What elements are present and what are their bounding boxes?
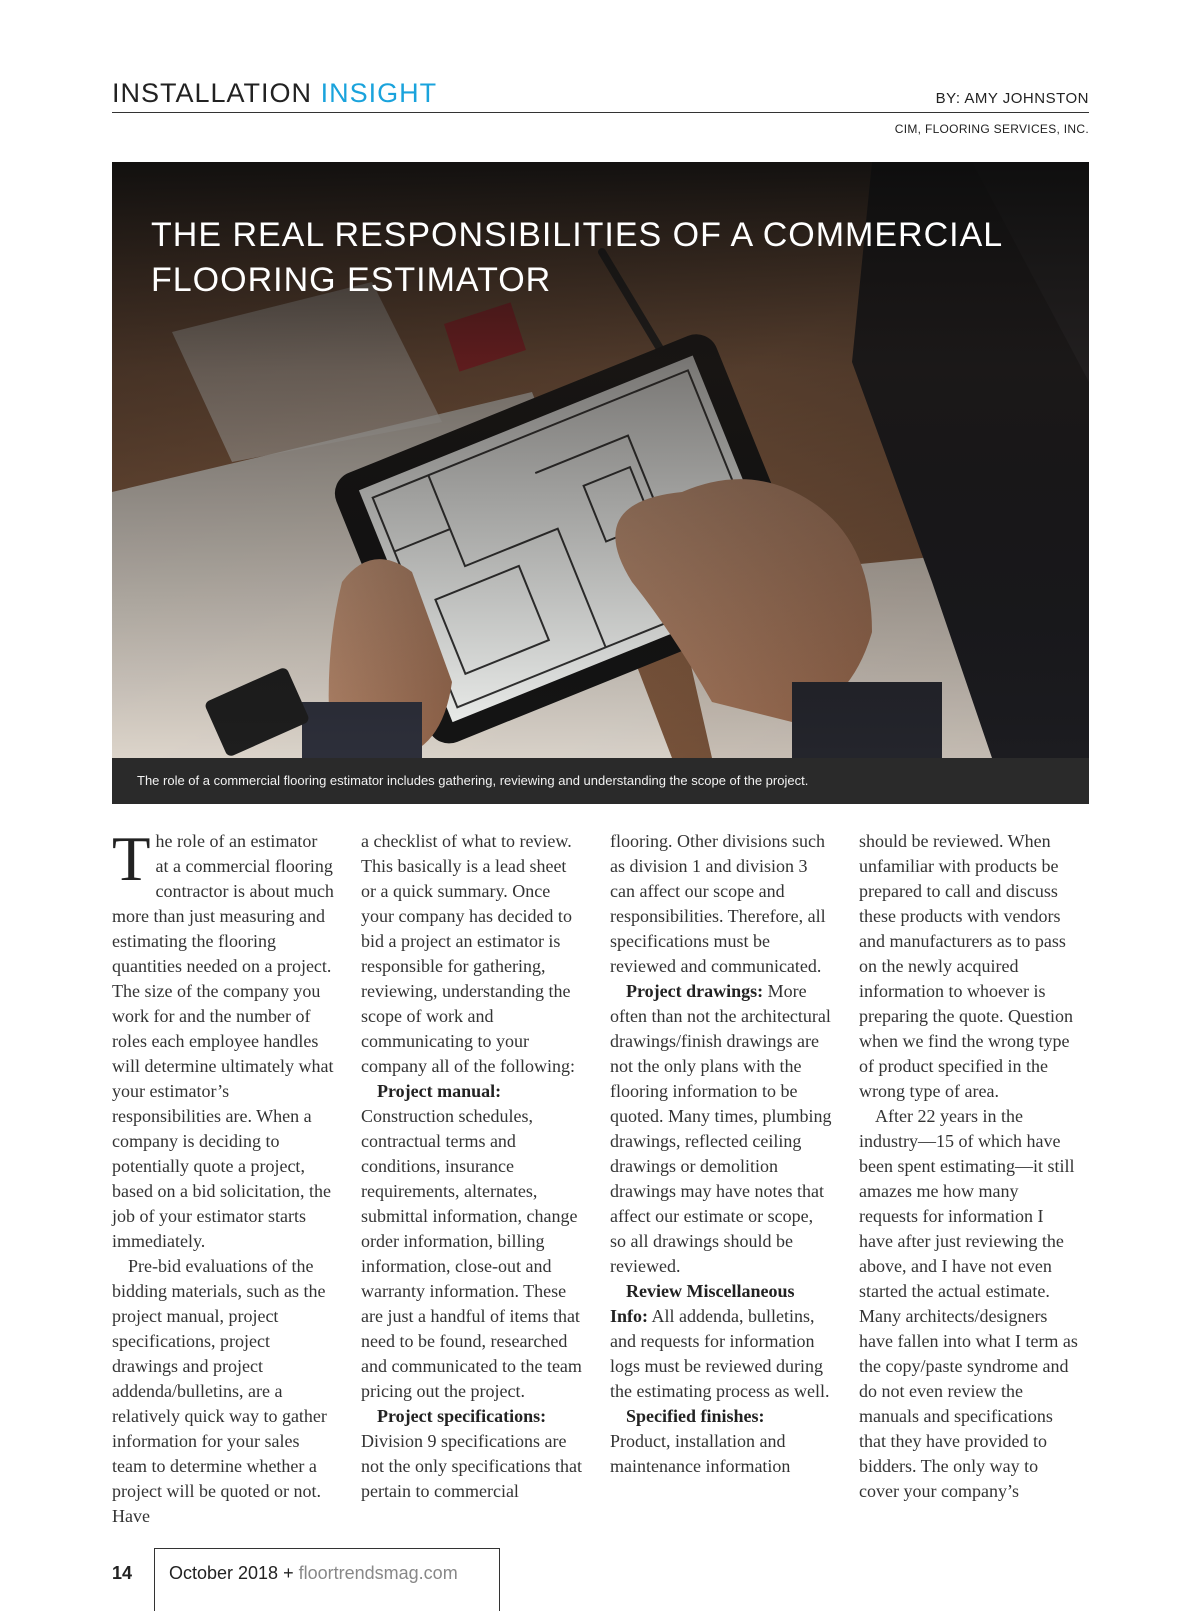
paragraph: a checklist of what to review. This basically is a lead sheet or a quick summary. Once your company has decided to bid a project an estimator is responsible for gathering, reviewing, understanding the scope of work and communicating to your company all of the following:: [361, 831, 575, 1076]
paragraph: should be reviewed. When unfamiliar with products be prepared to call and discuss these products with vendors and manufacturers as to pass on the newly acquired information to whoever is preparing the quote. Question when we find the wrong type of product specified in the wrong type of area.: [859, 831, 1073, 1101]
paragraph-text: he role of an estimator at a commercial flooring contractor is about much more than just measuring and estimating the flooring quantities needed on a project. The size of the company you work for and the number of roles each employee handles will determine ultimately what your estimator’s responsibilities are. When a company is deciding to potentially quote a project, based on a bid solicitation, the job of your estimator starts immediately.: [112, 831, 334, 1251]
hero-image: [112, 162, 1089, 758]
footer-box: [154, 1548, 500, 1611]
image-caption: The role of a commercial flooring estimator includes gathering, reviewing and understanding the scope of the project.: [137, 773, 809, 788]
byline: BY: AMY JOHNSTON: [935, 90, 1089, 107]
subhead: [610, 1404, 832, 1429]
section-label-accent: INSIGHT: [320, 78, 438, 108]
author-affiliation: CIM, FLOORING SERVICES, INC.: [894, 122, 1089, 136]
subhead-project-specifications: Project specifications:: [377, 1406, 547, 1426]
article-column-2: [361, 829, 583, 1504]
page-number: 14: [112, 1563, 133, 1583]
subhead-specified-finishes: Specified finishes:: [626, 1406, 765, 1426]
article-column-1: [112, 824, 334, 1529]
paragraph-text: More often than not the architectural drawings/finish drawings are not the only plans with the flooring information to be quoted. Many times, plumbing drawings, reflected ceiling drawings or demolition drawings may have notes that affect our estimate or scope, so all drawings should be reviewed.: [610, 981, 832, 1276]
page-footer: [112, 1548, 512, 1610]
drop-cap: T: [112, 824, 151, 894]
subhead-project-manual: Project manual:: [377, 1081, 502, 1101]
paragraph: Division 9 specifications are not the only specifications that pertain to commercial: [361, 1431, 582, 1501]
website-link[interactable]: floortrendsmag.com: [298, 1563, 458, 1583]
paragraph: Pre-bid evaluations of the bidding materials, such as the project manual, project specifications, project drawings and project addenda/bulletins, are a relatively quick way to gather information for your sales team to determine whether a project will be quoted or not. Have: [112, 1256, 327, 1526]
issue-date: October 2018: [169, 1563, 279, 1583]
paragraph-text: All addenda, bulletins, and requests for information logs must be reviewed during the estimating process as well.: [610, 1306, 830, 1401]
subhead-project-drawings: Project drawings:: [626, 981, 764, 1001]
section-label-main: INSTALLATION: [112, 78, 313, 108]
paragraph: [610, 1279, 832, 1404]
caption-bar: [112, 758, 1089, 804]
subhead: [361, 1079, 583, 1104]
article-column-4: [859, 829, 1081, 1504]
footer-text: [169, 1563, 458, 1584]
subhead-review-misc-info: Review Miscellaneous Info:: [610, 1281, 795, 1326]
section-label: [112, 78, 437, 109]
paragraph: [610, 979, 832, 1279]
paragraph: After 22 years in the industry—15 of which have been spent estimating—it still amazes me how many requests for information I have after just reviewing the above, and I have not even started the actual estimate. Many architects/designers have fallen into what I term as the copy/paste syndrome and do not even review the manuals and specifications that they have provided to bidders. The only way to cover your company’s: [859, 1106, 1078, 1501]
paragraph: Product, installation and maintenance information: [610, 1431, 791, 1476]
article-column-3: [610, 829, 832, 1479]
paragraph: Construction schedules, contractual terms and conditions, insurance requirements, alternates, submittal information, change order information, billing information, close-out and warranty information. These are just a handful of items that need to be found, researched and communicated to the team pricing out the project.: [361, 1106, 582, 1401]
article-body: [112, 824, 1089, 1526]
article-title-line-1: THE REAL RESPONSIBILITIES OF A COMMERCIAL: [151, 215, 1004, 254]
paragraph: flooring. Other divisions such as division 1 and division 3 can affect our scope and responsibilities. Therefore, all specifications must be reviewed and communicated.: [610, 831, 826, 976]
article-title: [151, 213, 1051, 303]
article-title-line-2: FLOORING ESTIMATOR: [151, 260, 552, 299]
header-divider: [112, 112, 1089, 113]
footer-separator: +: [283, 1563, 294, 1583]
paragraph: [112, 824, 334, 1254]
subhead: [361, 1404, 583, 1429]
